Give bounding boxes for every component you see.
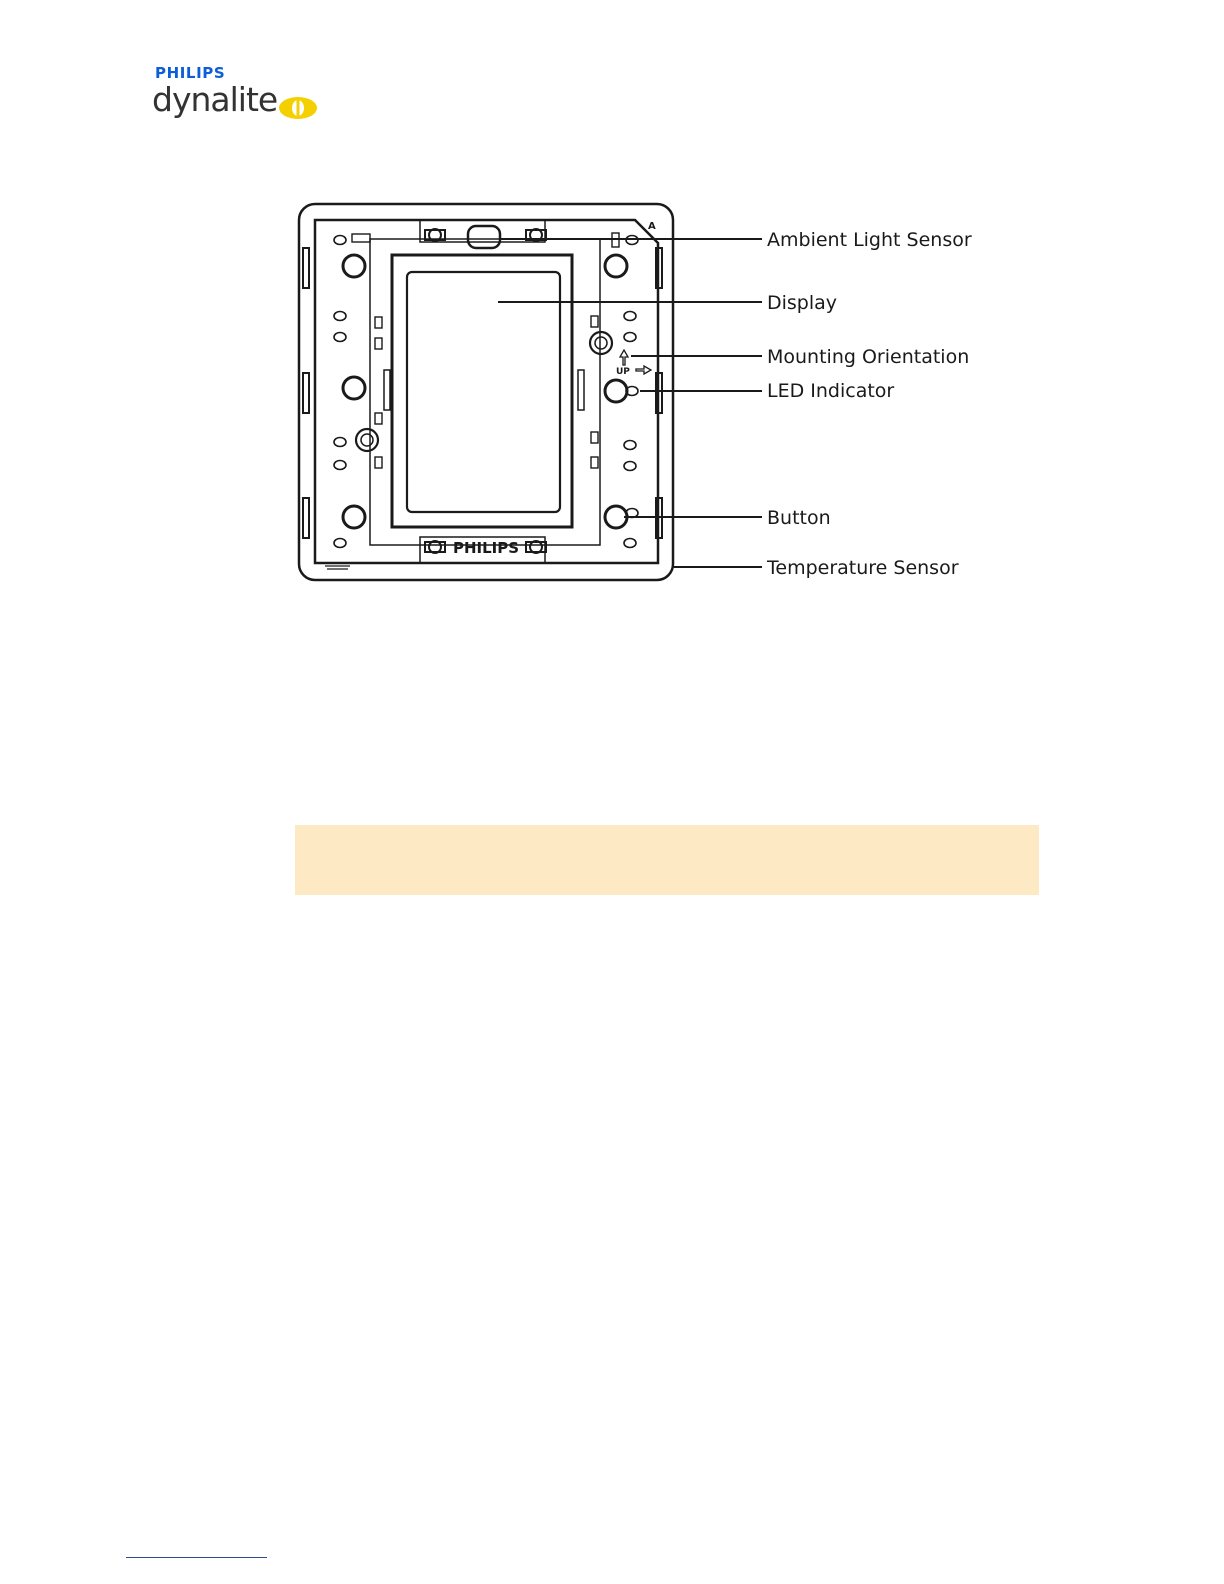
callout-temperature-sensor: Temperature Sensor: [767, 557, 959, 579]
dynalite-mark-icon: [278, 96, 318, 120]
philips-logo-text: PHILIPS: [155, 64, 226, 82]
corner-mark-text: A: [648, 221, 656, 232]
panel-drawing: [290, 195, 1010, 595]
product-diagram: [290, 195, 1010, 595]
led-indicators: [624, 236, 638, 548]
callout-mounting-orientation: Mounting Orientation: [767, 346, 970, 368]
callout-led-indicator: LED Indicator: [767, 380, 895, 402]
display-bezel: [392, 255, 572, 527]
plate-brand-text: PHILIPS: [452, 539, 520, 557]
footnote-separator: [126, 1557, 267, 1558]
display-window: [407, 272, 560, 512]
callout-ambient-light-sensor: Ambient Light Sensor: [767, 229, 972, 251]
outer-plate: [299, 204, 673, 580]
leader-lines: [498, 239, 762, 567]
orientation-up-text: UP: [616, 367, 630, 377]
note-box: [295, 825, 1039, 895]
ambient-light-sensor: [468, 226, 500, 248]
brand-logo: [152, 62, 332, 132]
callout-button: Button: [767, 507, 831, 529]
right-buttons: [605, 255, 627, 528]
callout-display: Display: [767, 292, 838, 314]
left-buttons: [343, 255, 365, 528]
inner-frame: [370, 239, 600, 545]
dynalite-logo-text: dynalite: [152, 80, 278, 119]
